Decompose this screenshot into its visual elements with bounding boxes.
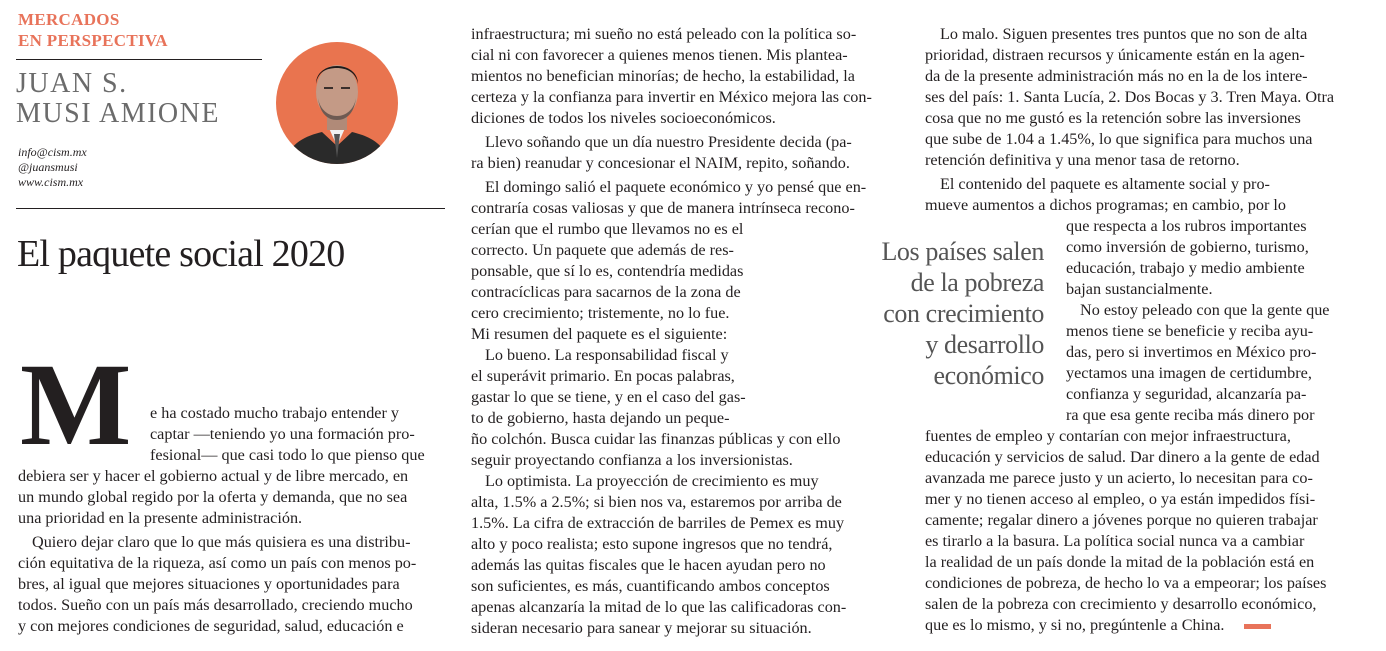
text-line: una prioridad en la presente administración. (18, 509, 303, 527)
text-line: un mundo global regido por la oferta y demanda, que no sea (18, 488, 408, 506)
author-portrait-icon (276, 42, 398, 164)
text-line: educación y servicios de salud. Dar dinero a la gente de edad (925, 448, 1320, 466)
text-line: educación, trabajo y medio ambiente (1066, 259, 1305, 277)
text-line: das, pero si invertimos en México pro- (1066, 343, 1317, 361)
pull-quote-line-5: económico (933, 361, 1044, 390)
text-line: condiciones de pobreza, de hecho lo va a empeorar; los países (925, 574, 1327, 592)
text-line: infraestructura; mi sueño no está peleado con la política so- (471, 25, 857, 43)
headline: El paquete social 2020 (17, 233, 345, 275)
text-line: certeza y la confianza para invertir en México mejora las con- (471, 88, 872, 106)
text-line: retención definitiva y una menor tasa de retorno. (925, 151, 1240, 169)
text-line: fesional— que casi todo lo que pienso que (150, 446, 425, 464)
text-line: ra que esa gente reciba más dinero por (1066, 406, 1315, 424)
text-line: mer y no tienen acceso al empleo, o ya están impedidos físi- (925, 490, 1316, 508)
text-line: es tirarlo a la basura. La política social nunca va a cambiar (925, 532, 1305, 550)
text-line: la realidad de un país donde la mitad de la población está en (925, 553, 1315, 571)
pull-quote-line-3: con crecimiento (883, 299, 1044, 328)
text-line: que respecta a los rubros importantes (1066, 217, 1307, 235)
text-line: avanzada me parece justo y un acierto, lo necesitan para co- (925, 469, 1313, 487)
text-line: alto y poco realista; esto supone ingresos que no tendrá, (471, 535, 833, 553)
pull-quote-line-1: Los países salen (881, 237, 1044, 266)
text-line: contracíclicas para sacarnos de la zona de (471, 283, 741, 301)
text-line: Lo optimista. La proyección de crecimiento es muy (485, 472, 819, 490)
drop-cap: M (20, 339, 132, 470)
author-twitter: @juansmusi (18, 160, 78, 174)
pull-quote-line-2: de la pobreza (910, 268, 1044, 297)
text-line: mientos no benefician minorías; de hecho, la estabilidad, la (471, 67, 855, 85)
section-kicker (18, 9, 168, 51)
text-line: confianza y seguridad, alcanzaría pa- (1066, 385, 1307, 403)
kicker-line-2: EN PERSPECTIVA (18, 31, 168, 50)
text-line: mueve aumentos a dichos programas; en cambio, por lo (925, 196, 1286, 214)
text-line: ponsable, que sí lo es, contendría medidas (471, 262, 744, 280)
text-line: correcto. Un paquete que además de res- (471, 241, 734, 259)
headline-rule (16, 208, 445, 209)
text-line: cerían que el rumbo que llevamos no es el (471, 220, 744, 238)
text-line: menos tiene se beneficie y reciba ayu- (1066, 322, 1314, 340)
pull-quote (832, 236, 1044, 391)
text-line: to de gobierno, hasta dejando un peque- (471, 409, 730, 427)
text-line: debiera ser y hacer el gobierno actual y de libre mercado, en (18, 467, 409, 485)
text-line: bajan sustancialmente. (1066, 280, 1213, 298)
pull-quote-line-4: y desarrollo (925, 330, 1044, 359)
text-line: cial ni con favorecer a quienes menos tienen. Mis plantea- (471, 46, 848, 64)
author-photo (276, 42, 398, 164)
text-line: Mi resumen del paquete es el siguiente: (471, 325, 728, 343)
text-line: sideran necesario para sanear y mejorar su situación. (471, 619, 812, 637)
text-line: 1.5%. La cifra de extracción de barriles de Pemex es muy (471, 514, 845, 532)
text-line: captar —teniendo yo una formación pro- (150, 425, 415, 443)
text-line: fuentes de empleo y contarían con mejor infraestructura, (925, 427, 1291, 445)
text-line: todos. Sueño con un país más desarrollado, creciendo mucho (18, 596, 413, 614)
author-website: www.cism.mx (18, 175, 84, 189)
author-name (16, 69, 220, 129)
text-line: ño colchón. Busca cuidar las finanzas públicas y con ello (471, 430, 841, 448)
text-line: El domingo salió el paquete económico y yo pensé que en- (485, 178, 867, 196)
text-line: Quiero dejar claro que lo que más quisiera es una distribu- (32, 533, 411, 551)
text-line: salen de la pobreza con crecimiento y desarrollo económico, (925, 595, 1317, 613)
text-line: e ha costado mucho trabajo entender y (150, 404, 400, 422)
text-line: bres, al igual que mejores situaciones y oportunidades para (18, 575, 400, 593)
text-line: Llevo soñando que un día nuestro Presidente decida (pa- (485, 133, 852, 151)
end-mark (1244, 624, 1271, 629)
text-line: ra bien) reanudar y concesionar el NAIM, repito, soñando. (471, 154, 850, 172)
text-line: apenas alcanzaría la mitad de lo que las calificadoras con- (471, 598, 847, 616)
text-line: Lo malo. Siguen presentes tres puntos que no son de alta (940, 25, 1308, 43)
text-line: seguir proyectando confianza a los inversionistas. (471, 451, 793, 469)
text-line: cero crecimiento; tristemente, no lo fue. (471, 304, 730, 322)
text-line: ción equitativa de la riqueza, así como un país con menos po- (18, 554, 417, 572)
text-line: que sube de 1.04 a 1.45%, lo que significa para muchos una (925, 130, 1313, 148)
text-line: como inversión de gobierno, turismo, (1066, 238, 1309, 256)
text-line: diciones de todos los niveles socioeconómicos. (471, 109, 776, 127)
author-name-line-1: JUAN S. (16, 68, 128, 99)
text-line: que es lo mismo, y si no, pregúntenle a China. (925, 616, 1225, 634)
text-line: gastar lo que se tiene, y en el caso del gas- (471, 388, 746, 406)
text-line: camente; regalar dinero a jóvenes porque no quieren trabajar (925, 511, 1318, 529)
text-line: cosa que no me gustó es la retención sobre las inversiones (925, 109, 1301, 127)
author-email: info@cism.mx (18, 145, 87, 159)
text-line: El contenido del paquete es altamente social y pro- (940, 175, 1270, 193)
text-line: yectamos una imagen de certidumbre, (1066, 364, 1312, 382)
text-line: Lo bueno. La responsabilidad fiscal y (485, 346, 729, 364)
text-line: No estoy peleado con que la gente que (1080, 301, 1330, 319)
text-line: y con mejores condiciones de seguridad, salud, educación e (18, 617, 404, 635)
author-name-line-2: MUSI AMIONE (16, 98, 220, 129)
text-line: da de la presente administración más no en la de los intere- (925, 67, 1308, 85)
text-line: alta, 1.5% a 2.5%; si bien nos va, estaremos por arriba de (471, 493, 842, 511)
text-line: prioridad, distraen recursos y únicamente están en la agen- (925, 46, 1305, 64)
text-line: contraría cosas valiosas y que de manera intrínseca recono- (471, 199, 855, 217)
author-contact (18, 145, 87, 190)
text-line: son suficientes, es más, cuantificando ambos conceptos (471, 577, 830, 595)
text-line: ses del país: 1. Santa Lucía, 2. Dos Bocas y 3. Tren Maya. Otra (925, 88, 1335, 106)
text-line: además las quitas fiscales que le hacen ayudan pero no (471, 556, 826, 574)
header-rule (16, 59, 262, 60)
kicker-line-1: MERCADOS (18, 10, 120, 29)
text-line: el superávit primario. En pocas palabras, (471, 367, 735, 385)
